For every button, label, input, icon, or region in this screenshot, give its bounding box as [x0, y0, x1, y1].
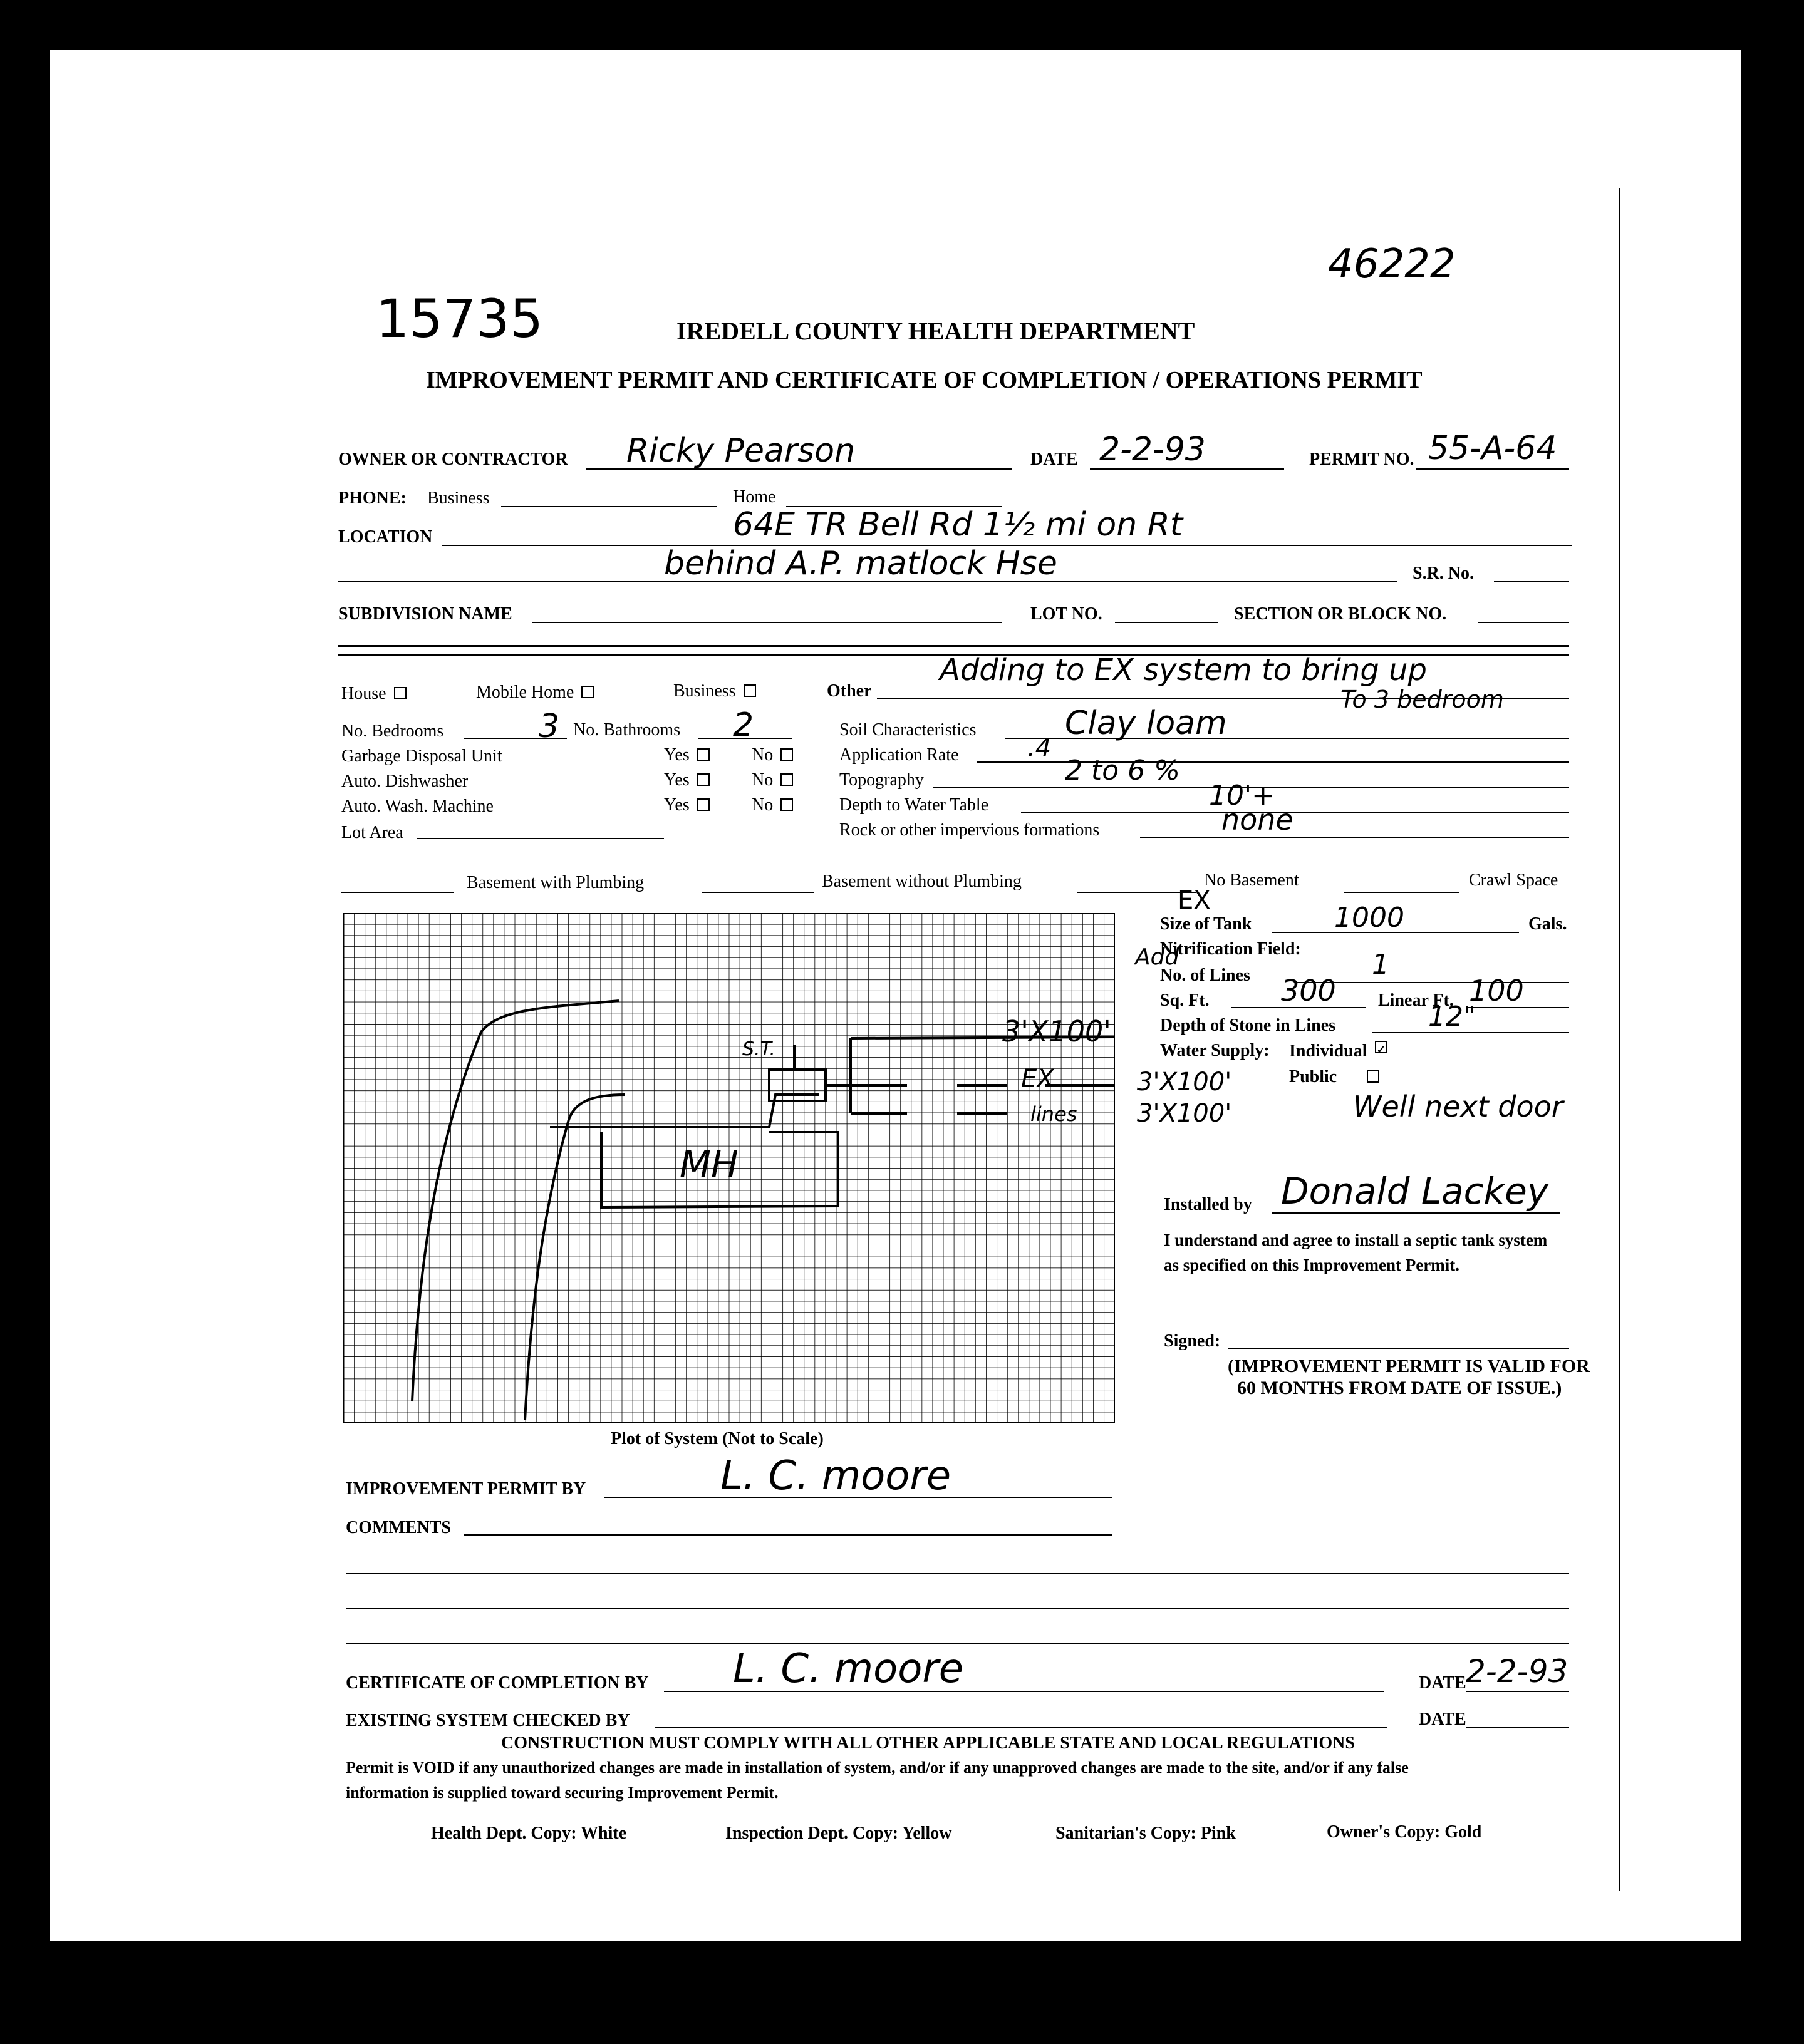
plot-label-line3-size: 3'X100'	[1137, 1099, 1232, 1128]
lines-label: No. of Lines	[1160, 966, 1250, 985]
installed-by-value: Donald Lackey	[1281, 1170, 1549, 1212]
plot-label-ex-size: 3'X100'	[1137, 1068, 1232, 1097]
rock-label: Rock or other impervious formations	[839, 820, 1100, 840]
lot-no-label: LOT NO.	[1030, 604, 1102, 624]
lines-value: 1	[1372, 949, 1389, 981]
individual-checkbox[interactable]	[1375, 1041, 1387, 1053]
plot-label-mh: MH	[680, 1143, 739, 1185]
tank-size-value: 1000	[1334, 902, 1404, 934]
location-label: LOCATION	[338, 527, 433, 547]
dishwasher-yes: Yes	[664, 770, 710, 790]
section-divider	[338, 645, 1569, 647]
completion-date-value: 2-2-93	[1466, 1653, 1568, 1690]
bathrooms-label: No. Bathrooms	[573, 720, 681, 740]
date-label: DATE	[1030, 450, 1078, 469]
sqft-label: Sq. Ft.	[1160, 991, 1210, 1010]
no-basement: No Basement	[1204, 870, 1299, 890]
sqft-value: 300	[1281, 974, 1336, 1008]
plot-label-ex: EX	[1021, 1065, 1054, 1093]
plot-label-line3: lines	[1030, 1102, 1077, 1126]
lot-area-label: Lot Area	[341, 823, 403, 842]
dishwasher-label: Auto. Dishwasher	[341, 772, 469, 791]
comments-line-4[interactable]	[346, 1643, 1569, 1644]
garbage-no-checkbox[interactable]	[780, 748, 793, 761]
dishwasher-no-checkbox[interactable]	[780, 773, 793, 786]
subdivision-label: SUBDIVISION NAME	[338, 604, 512, 624]
other-value-line-2: To 3 bedroom	[1340, 686, 1504, 713]
rock-value: none	[1221, 803, 1293, 837]
dishwasher-yes-checkbox[interactable]	[697, 773, 710, 786]
permit-no-label: PERMIT NO.	[1309, 450, 1414, 469]
wash-machine-label: Auto. Wash. Machine	[341, 797, 494, 816]
public-label: Public	[1289, 1067, 1379, 1087]
stone-depth-value: 12"	[1428, 1001, 1476, 1033]
location-line-2: behind A.P. matlock Hse	[664, 545, 1057, 582]
lines-prefix: Add	[1135, 944, 1179, 970]
bedrooms-label: No. Bedrooms	[341, 721, 444, 741]
house-checkbox[interactable]	[394, 687, 407, 699]
completion-by-label: CERTIFICATE OF COMPLETION BY	[346, 1673, 649, 1693]
linear-ft-value: 100	[1469, 974, 1524, 1008]
public-checkbox[interactable]	[1367, 1070, 1379, 1083]
plot-caption: Plot of System (Not to Scale)	[611, 1429, 824, 1448]
improvement-by-value: L. C. moore	[720, 1453, 951, 1499]
comments-line-1[interactable]	[464, 1534, 1112, 1536]
garbage-yes-checkbox[interactable]	[697, 748, 710, 761]
mobile-home-checkbox[interactable]	[581, 686, 594, 698]
existing-date-label: DATE	[1419, 1710, 1466, 1729]
tank-prefix: EX	[1178, 886, 1211, 915]
tank-size-label: Size of Tank	[1160, 914, 1252, 934]
document-number-left: 15735	[376, 288, 544, 349]
agreement-line-1: I understand and agree to install a septic tank system	[1164, 1231, 1548, 1249]
comments-line-2[interactable]	[346, 1573, 1569, 1574]
other-label: Other	[827, 681, 872, 701]
signed-label: Signed:	[1164, 1331, 1221, 1351]
mobile-home-label: Mobile Home	[476, 683, 594, 703]
water-table-value: 10'+	[1209, 780, 1275, 812]
copy-sanitarian: Sanitarian's Copy: Pink	[1055, 1824, 1236, 1843]
individual-label: Individual✓	[1289, 1041, 1387, 1061]
department-title: IREDELL COUNTY HEALTH DEPARTMENT	[676, 317, 1195, 345]
app-rate-value: .4	[1027, 734, 1052, 763]
wash-machine-no-checkbox[interactable]	[780, 798, 793, 811]
void-notice-line-2: information is supplied toward securing Improvement Permit.	[346, 1783, 779, 1802]
completion-by-value: L. C. moore	[733, 1646, 964, 1692]
sr-no-label: S.R. No.	[1413, 564, 1475, 583]
agreement-line-2: as specified on this Improvement Permit.	[1164, 1256, 1459, 1274]
crawl-space: Crawl Space	[1469, 870, 1558, 890]
linear-ft-label: Linear Ft.	[1378, 991, 1454, 1010]
nitrification-label: Nitrification Field:	[1160, 939, 1301, 959]
app-rate-label: Application Rate	[839, 745, 959, 765]
garbage-yes: Yes	[664, 745, 710, 765]
signature-line[interactable]	[1228, 1348, 1569, 1349]
bathrooms-value: 2	[733, 706, 754, 744]
wash-machine-yes-checkbox[interactable]	[697, 798, 710, 811]
plot-label-st: S.T.	[742, 1038, 775, 1060]
improvement-by-label: IMPROVEMENT PERMIT BY	[346, 1479, 586, 1499]
phone-label: PHONE:	[338, 488, 407, 508]
page-edge-shadow	[1619, 188, 1620, 1891]
date-value: 2-2-93	[1099, 431, 1206, 468]
garbage-no: No	[752, 745, 793, 765]
copy-health-dept: Health Dept. Copy: White	[431, 1824, 627, 1843]
well-note: Well next door	[1353, 1090, 1563, 1123]
basement-with-plumbing: Basement with Plumbing	[467, 873, 645, 892]
house-label: House	[341, 684, 407, 704]
void-notice-line-1: Permit is VOID if any unauthorized changes are made in installation of system, and/or if any unapproved changes are made to the site, and/or if any false	[346, 1758, 1409, 1777]
business-type-label: Business	[673, 681, 756, 701]
copy-owner: Owner's Copy: Gold	[1327, 1822, 1482, 1842]
water-table-label: Depth to Water Table	[839, 795, 989, 815]
wash-machine-yes: Yes	[664, 795, 710, 815]
soil-value: Clay loam	[1065, 705, 1227, 742]
permit-title: IMPROVEMENT PERMIT AND CERTIFICATE OF COMPLETION / OPERATIONS PERMIT	[426, 367, 1423, 393]
document-number-right: 46222	[1328, 241, 1456, 287]
topography-label: Topography	[839, 770, 924, 790]
home-phone-label: Home	[733, 487, 776, 507]
bedrooms-value: 3	[539, 708, 560, 745]
wash-machine-no: No	[752, 795, 793, 815]
copy-inspection-dept: Inspection Dept. Copy: Yellow	[725, 1824, 952, 1843]
business-phone-label: Business	[427, 488, 490, 508]
soil-label: Soil Characteristics	[839, 720, 977, 740]
permit-no-value: 55-A-64	[1428, 430, 1557, 467]
stone-depth-label: Depth of Stone in Lines	[1160, 1016, 1336, 1035]
garbage-label: Garbage Disposal Unit	[341, 746, 502, 766]
location-line-1: 64E TR Bell Rd 1½ mi on Rt	[733, 506, 1183, 544]
plot-label-add-size: 3'X100'	[1002, 1014, 1111, 1048]
topography-value: 2 to 6 %	[1065, 755, 1180, 787]
owner-value: Ricky Pearson	[626, 432, 856, 470]
valid-note-line-1: (IMPROVEMENT PERMIT IS VALID FOR	[1228, 1356, 1590, 1376]
basement-without-plumbing: Basement without Plumbing	[822, 872, 1022, 891]
completion-date-label: DATE	[1419, 1673, 1466, 1693]
installed-by-label: Installed by	[1164, 1195, 1252, 1214]
comments-label: COMMENTS	[346, 1518, 451, 1537]
construction-note: CONSTRUCTION MUST COMPLY WITH ALL OTHER APPLICABLE STATE AND LOCAL REGULATIONS	[501, 1733, 1355, 1753]
business-checkbox[interactable]	[744, 684, 756, 697]
dishwasher-no: No	[752, 770, 793, 790]
gals-label: Gals.	[1528, 914, 1567, 934]
valid-note-line-2: 60 MONTHS FROM DATE OF ISSUE.)	[1237, 1378, 1562, 1398]
existing-checked-label: EXISTING SYSTEM CHECKED BY	[346, 1711, 630, 1730]
section-label: SECTION OR BLOCK NO.	[1234, 604, 1447, 624]
water-supply-label: Water Supply:	[1160, 1041, 1270, 1060]
owner-label: OWNER OR CONTRACTOR	[338, 450, 568, 469]
other-value-line-1: Adding to EX system to bring up	[940, 653, 1427, 688]
comments-line-3[interactable]	[346, 1608, 1569, 1609]
